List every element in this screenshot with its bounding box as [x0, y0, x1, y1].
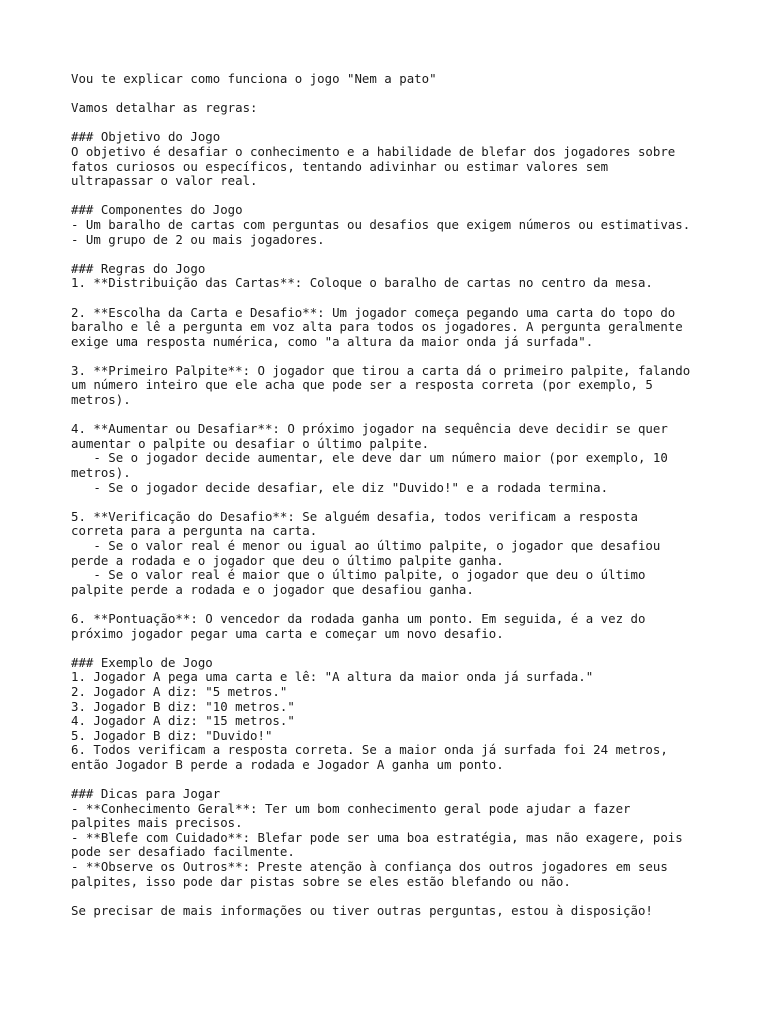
section-heading-exemplo: ### Exemplo de Jogo: [71, 654, 213, 670]
closing-line: Se precisar de mais informações ou tiver outras perguntas, estou à disposição!: [71, 902, 653, 918]
rule-item: 3. **Primeiro Palpite**: O jogador que tirou a carta dá o primeiro palpite, falando: [71, 362, 691, 378]
rule-subitem: perde a rodada e o jogador que deu o último palpite ganha.: [71, 552, 504, 568]
blank-line: [71, 773, 711, 788]
example-item: 2. Jogador A diz: "5 metros.": [71, 683, 288, 699]
list-item: - Um baralho de cartas com perguntas ou desafios que exigem números ou estimativas.: [71, 216, 691, 232]
example-item: então Jogador B perde a rodada e Jogador A ganha um ponto.: [71, 756, 504, 772]
blank-line: [71, 247, 711, 262]
blank-line: [71, 495, 711, 510]
intro-line: Vou te explicar como funciona o jogo "Nem a pato": [71, 71, 437, 86]
paragraph-line: fatos curiosos ou específicos, tentando adivinhar ou estimar valores sem: [71, 158, 609, 174]
rule-item: um número inteiro que ele acha que pode ser a resposta correta (por exemplo, 5: [71, 377, 653, 393]
rule-item: próximo jogador pegar uma carta e começar um novo desafio.: [71, 625, 504, 641]
rule-item: exige uma resposta numérica, como "a altura da maior onda já surfada".: [71, 333, 594, 349]
tip-item: - **Blefe com Cuidado**: Blefar pode ser uma boa estratégia, mas não exagere, pois: [71, 829, 683, 845]
blank-line: [71, 889, 711, 904]
blank-line: [71, 597, 711, 612]
tip-item: - **Conhecimento Geral**: Ter um bom conhecimento geral pode ajudar a fazer: [71, 800, 631, 816]
blank-line: [71, 87, 711, 102]
rule-item: 5. **Verificação do Desafio**: Se alguém desafia, todos verificam a resposta: [71, 508, 638, 524]
section-heading-dicas: ### Dicas para Jogar: [71, 786, 221, 802]
blank-line: [71, 349, 711, 364]
rule-item: correta para a pergunta na carta.: [71, 523, 318, 539]
rule-subitem: - Se o jogador decide desafiar, ele diz "Duvido!" e a rodada termina.: [71, 479, 609, 495]
blank-line: [71, 189, 711, 204]
rule-item: baralho e lê a pergunta em voz alta para todos os jogadores. A pergunta geralmente: [71, 319, 683, 335]
rule-item: 4. **Aumentar ou Desafiar**: O próximo jogador na sequência deve decidir se quer: [71, 421, 668, 437]
example-item: 1. Jogador A pega uma carta e lê: "A altura da maior onda já surfada.": [71, 669, 594, 685]
section-heading-regras: ### Regras do Jogo: [71, 260, 206, 276]
example-item: 5. Jogador B diz: "Duvido!": [71, 727, 273, 743]
section-heading-componentes: ### Componentes do Jogo: [71, 202, 243, 218]
blank-line: [71, 641, 711, 656]
intro-line: Vamos detalhar as regras:: [71, 100, 258, 116]
rule-item: aumentar o palpite ou desafiar o último palpite.: [71, 435, 430, 451]
rule-subitem: metros).: [71, 465, 131, 481]
rule-item: 1. **Distribuição das Cartas**: Coloque o baralho de cartas no centro da mesa.: [71, 275, 653, 291]
paragraph-line: O objetivo é desafiar o conhecimento e a habilidade de blefar dos jogadores sobre: [71, 143, 676, 159]
tip-item: palpites mais precisos.: [71, 815, 243, 831]
rule-subitem: palpite perde a rodada e o jogador que desafiou ganha.: [71, 581, 474, 597]
list-item: - Um grupo de 2 ou mais jogadores.: [71, 231, 325, 247]
tip-item: palpites, isso pode dar pistas sobre se eles estão blefando ou não.: [71, 873, 571, 889]
paragraph-line: ultrapassar o valor real.: [71, 173, 258, 189]
rule-subitem: - Se o valor real é maior que o último palpite, o jogador que deu o último: [71, 567, 646, 583]
example-item: 4. Jogador A diz: "15 metros.": [71, 713, 295, 729]
example-item: 6. Todos verificam a resposta correta. Se a maior onda já surfada foi 24 metros,: [71, 742, 668, 758]
tip-item: - **Observe os Outros**: Preste atenção à confiança dos outros jogadores em seus: [71, 859, 668, 875]
rule-item: 6. **Pontuação**: O vencedor da rodada ganha um ponto. Em seguida, é a vez do: [71, 610, 646, 626]
section-heading-objetivo: ### Objetivo do Jogo: [71, 129, 221, 145]
document-body: [71, 72, 711, 918]
rule-item: metros).: [71, 392, 131, 408]
blank-line: [71, 116, 711, 131]
rule-subitem: - Se o valor real é menor ou igual ao último palpite, o jogador que desafiou: [71, 538, 661, 553]
tip-item: pode ser desafiado facilmente.: [71, 844, 295, 860]
blank-line: [71, 291, 711, 306]
rule-item: 2. **Escolha da Carta e Desafio**: Um jogador começa pegando uma carta do topo do: [71, 304, 676, 320]
rule-subitem: - Se o jogador decide aumentar, ele deve dar um número maior (por exemplo, 10: [71, 450, 668, 466]
example-item: 3. Jogador B diz: "10 metros.": [71, 698, 295, 714]
blank-line: [71, 408, 711, 423]
